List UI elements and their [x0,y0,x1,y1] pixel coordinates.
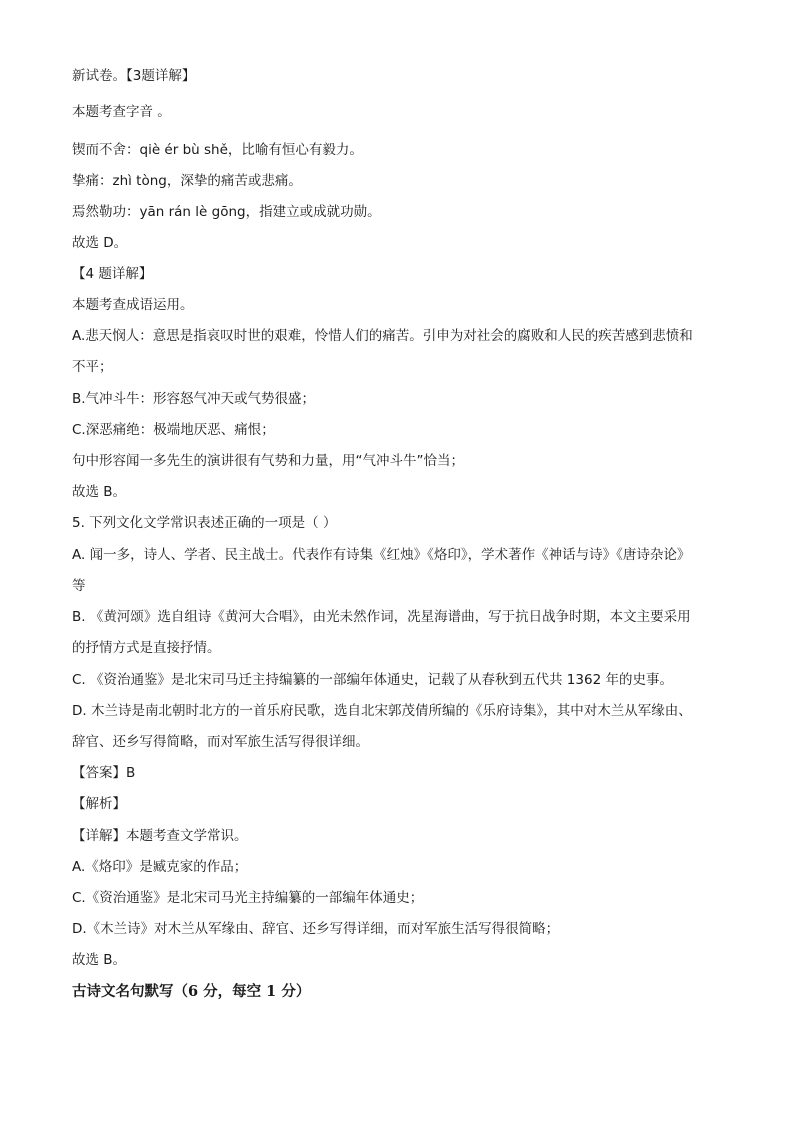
answer-label: 【答案】B [72,765,136,781]
text-line: B.气冲斗牛：形容怒气冲天或气势很盛； [72,391,316,407]
text-line: 本题考查成语运用。 [72,297,194,313]
text-line: 【详解】本题考查文学常识。 [72,828,248,844]
text-line: 新试卷。【3题详解】 [72,68,196,84]
text-line: 挚痛：zhì tòng，深挚的痛苦或悲痛。 [72,173,302,189]
option-c: C. 《资治通鉴》是北宋司马迁主持编纂的一部编年体通史，记载了从春秋到五代共 1362 年的史事。 [72,672,673,688]
text-line: 故选 D。 [72,235,128,251]
option-a-cont: 等 [72,578,86,594]
option-d: D. 木兰诗是南北朝时北方的一首乐府民歌，选自北宋郭茂倩所编的《乐府诗集》，其中对木兰从军缘由、 [72,703,692,719]
text-line: 不平； [72,359,113,375]
option-a: A. 闻一多，诗人、学者、民主战士。代表作有诗集《红烛》《烙印》，学术著作《神话与诗》《唐诗杂论》 [72,547,691,563]
analysis-label: 【解析】 [72,796,126,812]
text-line: C.深恶痛绝：极端地厌恶、痛恨； [72,422,275,438]
section-header: 【4 题详解】 [72,266,153,282]
text-line: 故选 B。 [72,952,127,968]
option-b: B. 《黄河颂》选自组诗《黄河大合唱》，由光未然作词，冼星海谱曲，写于抗日战争时期，本文主要采用 [72,609,691,625]
text-line: A.《烙印》是臧克家的作品； [72,859,248,875]
text-line: A.悲天悯人：意思是指哀叹时世的艰难，怜惜人们的痛苦。引申为对社会的腐败和人民的疾苦感到悲愤和 [72,328,693,344]
question-stem: 5. 下列文化文学常识表述正确的一项是（ ） [72,515,337,531]
text-line: D.《木兰诗》对木兰从军缘由、辞官、还乡写得详细，而对军旅生活写得很简略； [72,921,560,937]
section-title: 古诗文名句默写（6 分，每空 1 分） [72,983,311,1000]
text-line: C.《资治通鉴》是北宋司马光主持编纂的一部编年体通史； [72,890,424,906]
text-line: 本题考查字音 。 [72,104,171,120]
option-d-cont: 辞官、还乡写得简略，而对军旅生活写得很详细。 [72,734,369,750]
text-line: 焉然勒功：yān rán lè gōng，指建立或成就功勋。 [72,204,381,220]
text-line: 故选 B。 [72,484,127,500]
option-b-cont: 的抒情方式是直接抒情。 [72,640,221,656]
text-line: 句中形容闻一多先生的演讲很有气势和力量，用“气冲斗牛”恰当； [72,453,464,469]
text-line: 锲而不舍：qiè ér bù shě，比喻有恒心有毅力。 [72,142,363,158]
